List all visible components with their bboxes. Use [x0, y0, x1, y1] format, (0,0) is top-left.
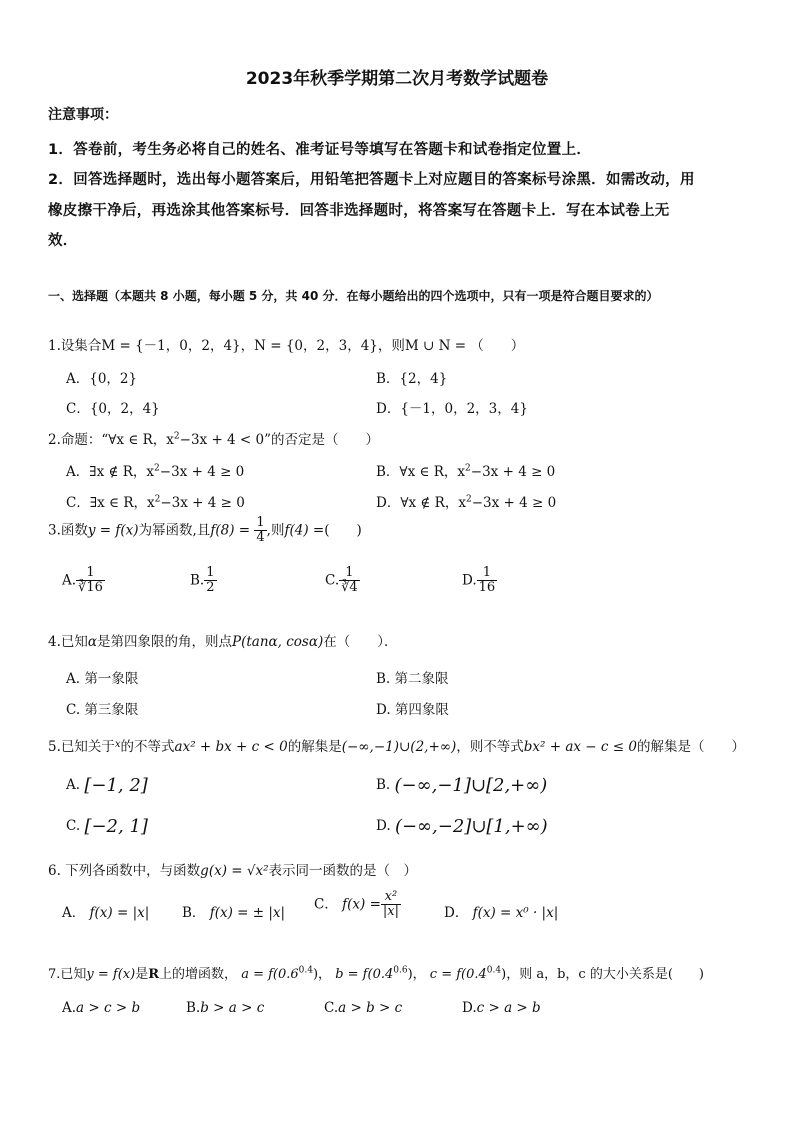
notes-heading: 注意事项：	[48, 107, 118, 123]
question-4-option-d: D. 第四象限	[376, 702, 449, 718]
section-1-heading: 一、选择题（本题共 8 小题，每小题 5 分，共 40 分．在每小题给出的四个选项中，只有一项是符合题目要求的）	[48, 289, 659, 303]
note-item-2-line-2: 橡皮擦干净后，再选涂其他答案标号．回答非选择题时，将答案写在答题卡上．写在本试卷上无	[48, 203, 670, 219]
question-5-option-d: D. (−∞,−2]∪[1,+∞)	[376, 816, 548, 837]
question-4-option-a: A. 第一象限	[66, 671, 139, 687]
question-4-option-b: B. 第二象限	[376, 671, 449, 687]
question-6-option-d: D． f(x) = x⁰ · |x|	[444, 905, 559, 921]
question-7-option-b: B.b > a > c	[186, 1000, 265, 1016]
question-2-option-a: A．∃x ∉ R，$x^2-3x + 4 \ge 0$	[66, 463, 245, 480]
question-4-option-c: C. 第三象限	[66, 702, 139, 718]
question-5-option-c: C. [−2, 1]	[66, 816, 148, 837]
question-5-option-a: A. [−1, 2]	[66, 775, 148, 796]
question-6-option-b: B． f(x) = ± |x|	[182, 905, 286, 921]
question-2-option-c: C．∃x ∈ R，$x^2-3x + 4 \ge 0$	[66, 494, 245, 511]
question-2-stem: 2.命题：“∀x ∈ R，$x^2-3x + 4 < 0$”的否定是（ ）	[48, 431, 380, 448]
question-1-option-d: D．{－1，0，2，3，4}	[376, 401, 528, 417]
question-7-option-a: A.a > c > b	[62, 1000, 141, 1016]
note-item-1: 1．答卷前，考生务必将自己的姓名、准考证号等填写在答题卡和试卷指定位置上．	[48, 142, 592, 158]
question-5-option-b: B. (−∞,−1]∪[2,+∞)	[376, 775, 548, 796]
question-1-option-c: C．{0，2，4}	[66, 401, 160, 417]
question-3-option-d: D. $\frac{1}{16}$	[462, 565, 496, 596]
question-1-option-a: A．{0，2}	[66, 371, 138, 387]
question-2-option-d: D．∀x ∉ R，$x^2-3x + 4 \ge 0$	[376, 494, 557, 511]
question-6-option-a: A． f(x) = |x|	[62, 905, 150, 921]
question-2-option-b: B．∀x ∈ R，$x^2-3x + 4 \ge 0$	[376, 463, 556, 480]
page-title: 2023年秋季学期第二次月考数学试题卷	[245, 69, 549, 89]
note-item-2-line-3: 效．	[48, 233, 78, 249]
question-3-option-c: C. $\frac{1}{∛4}$	[325, 565, 358, 596]
question-1-option-b: B．{2，4}	[376, 371, 448, 387]
question-6-option-c: C． f(x) = $\frac{\text{x²}}{|x|}$	[314, 889, 399, 920]
question-7-stem: 7.已知y = f(x)是R上的增函数， $a = f(0.6^{0.4})$， $b = f(0.4^{0.6})$， $c = f(0.4^{0.4})$，则 a，b，c 的大小关系是( )	[48, 965, 704, 982]
fraction-one-quarter: $\frac{1}{4}$	[256, 515, 265, 546]
question-4-stem: 4.已知α是第四象限的角，则点P(tanα, cosα)在（ ）．	[48, 634, 398, 650]
question-7-option-d: D.c > a > b	[462, 1000, 541, 1016]
question-6-stem: 6. 下列各函数中，与函数g(x) = √x²表示同一函数的是（ ）	[48, 863, 417, 879]
question-7-option-c: C.a > b > c	[324, 1000, 403, 1016]
question-1-stem: 1.设集合M = {－1，0，2，4}，N = {0，2，3，4}，则M ∪ N = （ ）	[48, 338, 525, 354]
question-3-option-a: A. $\frac{1}{∛16}$	[62, 565, 103, 596]
question-3-option-b: B. $\frac{1}{2}$	[190, 565, 215, 596]
question-5-stem: 5.已知关于$^x$的不等式ax² + bx + c < 0的解集是(−∞,−1)∪(2,+∞)，则不等式bx² + ax − c ≤ 0的解集是（ ）	[48, 739, 745, 755]
note-item-2-line-1: 2．回答选择题时，选出每小题答案后，用铅笔把答题卡上对应题目的答案标号涂黑．如需改动，用	[48, 172, 695, 188]
question-3-stem: 3.函数y = f(x)为幂函数,且f(8) = $\frac{1}{4}$ ,则f(4) =( )	[48, 515, 362, 546]
